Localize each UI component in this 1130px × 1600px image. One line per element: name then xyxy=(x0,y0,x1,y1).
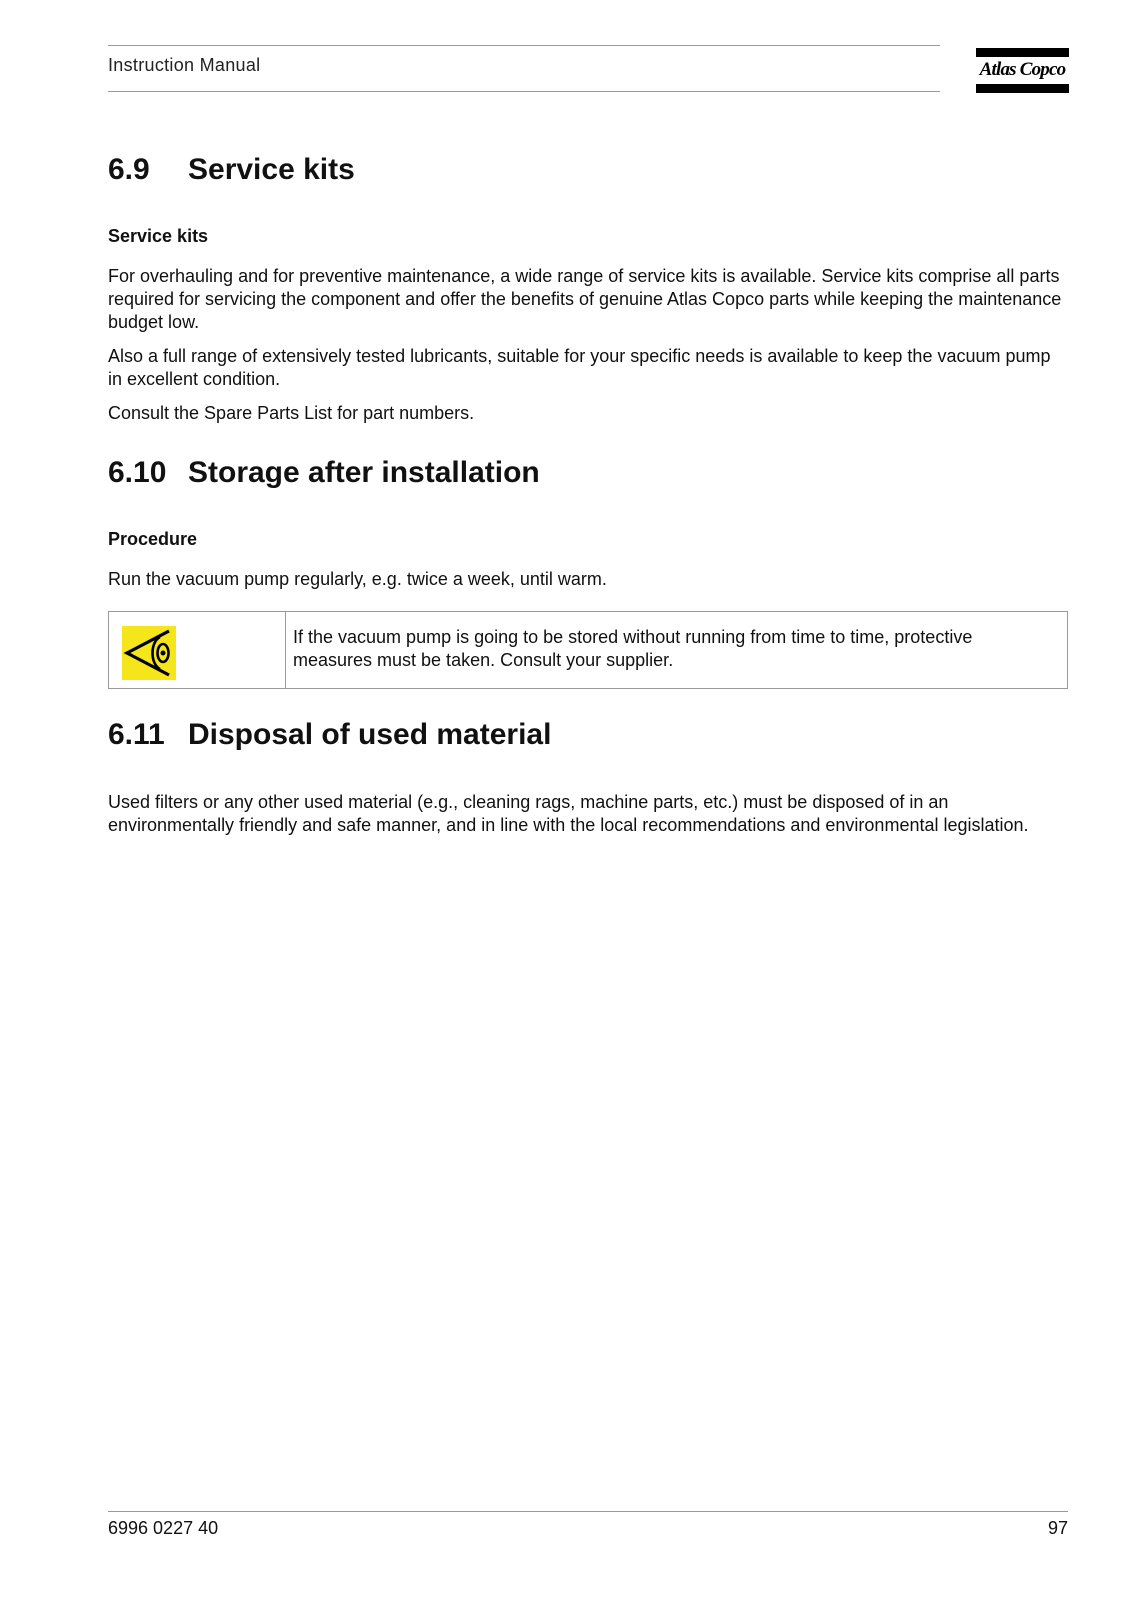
attention-eye-icon xyxy=(122,626,176,680)
section-heading-service-kits xyxy=(108,153,355,187)
header-top-rule xyxy=(108,45,940,46)
footer-rule xyxy=(108,1511,1068,1512)
header-bottom-rule xyxy=(108,91,940,92)
footer-page-number: 97 xyxy=(1047,1518,1068,1538)
paragraph: Used filters or any other used material (e.g., cleaning rags, machine parts, etc.) must be disposed of in an environmentally friendly and safe manner, and in line with the local recommendations and environmental legislation. xyxy=(108,792,1029,835)
footer-document-number: 6996 0227 40 xyxy=(108,1518,219,1538)
section-number: 6.9 xyxy=(108,153,150,186)
paragraph: Also a full range of extensively tested lubricants, suitable for your specific needs is available to keep the vacuum pump in excellent condition. xyxy=(108,346,1051,389)
logo-top-bar xyxy=(976,48,1069,57)
note-text: If the vacuum pump is going to be stored without running from time to time, protective measures must be taken. Consult your supplier. xyxy=(293,627,973,670)
note-icon-cell xyxy=(109,612,286,688)
section-title: Disposal of used material xyxy=(188,718,552,751)
section-heading-storage xyxy=(108,456,540,490)
section-number: 6.11 xyxy=(108,718,165,751)
atlas-copco-logo xyxy=(976,48,1069,93)
paragraph: Consult the Spare Parts List for part numbers. xyxy=(108,403,475,423)
header-title: Instruction Manual xyxy=(108,55,261,75)
section-number: 6.10 xyxy=(108,456,167,489)
logo-wordmark: Atlas Copco xyxy=(979,59,1066,80)
logo-bottom-bar xyxy=(976,84,1069,93)
section-title: Service kits xyxy=(188,153,355,186)
subheading-procedure: Procedure xyxy=(108,529,198,549)
subheading-service-kits: Service kits xyxy=(108,226,209,246)
section-title: Storage after installation xyxy=(188,456,540,489)
attention-note-box xyxy=(108,611,1068,689)
paragraph: Run the vacuum pump regularly, e.g. twice a week, until warm. xyxy=(108,569,607,589)
section-heading-disposal xyxy=(108,718,551,752)
paragraph: For overhauling and for preventive maintenance, a wide range of service kits is available. Service kits comprise all parts required for servicing the component and offer the benefits of genuine Atlas Copco parts while keeping the maintenance budget low. xyxy=(108,266,1062,332)
